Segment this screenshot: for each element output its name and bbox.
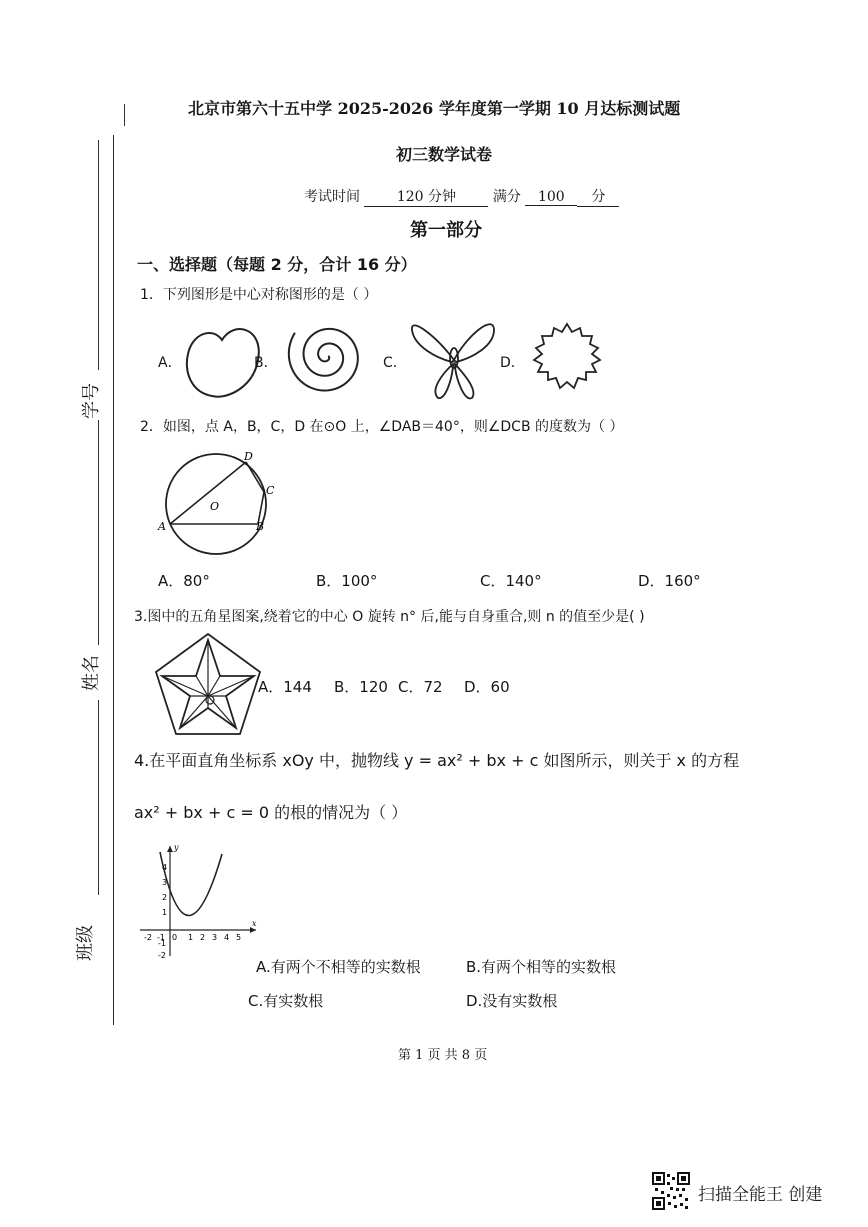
question-2-stem: 如图，点 A，B，C，D 在⊙O 上，∠DAB＝40°，则∠DCB 的度数为（ ） <box>162 419 624 435</box>
student-id-underline <box>98 140 99 370</box>
parabola-graph <box>136 842 260 962</box>
question-1-number: 1． <box>140 287 163 303</box>
y-tick-label: 3 <box>162 878 168 887</box>
label-b: B <box>256 520 265 533</box>
y-tick-label: 1 <box>162 908 168 917</box>
spiral-figure <box>283 318 375 398</box>
q3-option-c: C．72 <box>398 678 443 696</box>
q3-option-d: D．60 <box>464 678 510 696</box>
x-tick-label: 3 <box>212 933 218 942</box>
q1-option-b: B． <box>254 355 278 371</box>
graph-x-axis-label: x <box>252 919 257 928</box>
label-d: D <box>244 450 253 463</box>
q4-option-d: D.没有实数根 <box>466 992 558 1010</box>
time-label: 考试时间 <box>304 189 360 205</box>
butterfly-figure <box>406 316 498 404</box>
question-4-stem-1: 在平面直角坐标系 xOy 中，抛物线 y = ax² + bx + c 如图所示，则关于 x 的方程 <box>149 751 740 770</box>
q2-option-c: C．140° <box>480 572 542 590</box>
binding-line <box>113 135 114 1025</box>
label-a: A <box>158 520 166 533</box>
question-1-stem: 下列图形是中心对称图形的是（ ） <box>162 287 378 303</box>
score-value: 100 <box>525 189 577 206</box>
q4-option-a: A.有两个不相等的实数根 <box>256 958 421 976</box>
name-underline-top <box>98 420 99 645</box>
x-tick-label: 1 <box>188 933 194 942</box>
name-label: 姓名 <box>81 655 102 691</box>
part-title: 第一部分 <box>410 220 482 241</box>
q4-option-b: B.有两个相等的实数根 <box>466 958 617 976</box>
q2-option-b: B．100° <box>316 572 378 590</box>
margin-tick <box>124 104 125 126</box>
y-tick-label: -1 <box>158 939 166 948</box>
student-id-label: 学号 <box>81 383 102 419</box>
graph-y-axis-label: y <box>174 843 179 852</box>
x-tick-label: -2 <box>144 933 152 942</box>
exam-subtitle: 初三数学试卷 <box>396 145 493 164</box>
class-label: 班级 <box>75 925 96 961</box>
name-underline-bottom <box>98 700 99 895</box>
exam-title: 北京市第六十五中学 2025-2026 学年度第一学期 10 月达标测试题 <box>188 99 681 118</box>
heart-shape-figure <box>182 320 262 400</box>
y-tick-label: 2 <box>162 893 168 902</box>
page-footer: 第 1 页 共 8 页 <box>398 1048 488 1063</box>
question-3-number: 3. <box>134 609 148 625</box>
question-4-stem-2: ax² + bx + c = 0 的根的情况为（ ） <box>134 803 408 822</box>
question-1 <box>140 284 377 304</box>
exam-info <box>304 186 619 207</box>
watermark-text: 扫描全能王 创建 <box>698 1185 823 1205</box>
x-tick-label: 0 <box>172 933 178 942</box>
q3-option-a: A．144 <box>258 678 312 696</box>
question-2-number: 2． <box>140 419 163 435</box>
question-2 <box>140 416 623 436</box>
section-title: 一、选择题（每题 2 分，合计 16 分） <box>137 255 417 274</box>
star-figure <box>152 630 264 740</box>
label-o: O <box>210 500 220 513</box>
question-4-number: 4. <box>134 751 150 770</box>
question-3 <box>134 606 645 626</box>
question-3-stem: 图中的五角星图案,绕着它的中心 O 旋转 n° 后,能与自身重合,则 n 的值至少是( ) <box>147 609 645 625</box>
snowflake-figure <box>526 320 608 394</box>
q1-option-c: C． <box>383 355 407 371</box>
x-tick-label: 5 <box>236 933 242 942</box>
x-tick-label: 4 <box>224 933 230 942</box>
x-tick-label: -1 <box>157 933 165 942</box>
q1-option-a: A． <box>158 355 182 371</box>
label-c: C <box>266 484 275 497</box>
score-label: 满分 <box>492 189 521 205</box>
q2-option-a: A．80° <box>158 572 210 590</box>
qr-code-icon <box>652 1172 690 1210</box>
q1-option-d: D． <box>500 355 525 371</box>
time-value: 120 分钟 <box>364 186 488 207</box>
circle-figure <box>150 448 280 558</box>
score-unit: 分 <box>577 186 619 207</box>
x-tick-label: 2 <box>200 933 206 942</box>
q4-option-c: C.有实数根 <box>248 992 324 1010</box>
y-tick-label: 4 <box>162 863 168 872</box>
q2-option-d: D．160° <box>638 572 701 590</box>
question-4-line-1 <box>134 748 739 771</box>
y-tick-label: -2 <box>158 951 166 960</box>
q3-option-b: B．120 <box>334 678 388 696</box>
